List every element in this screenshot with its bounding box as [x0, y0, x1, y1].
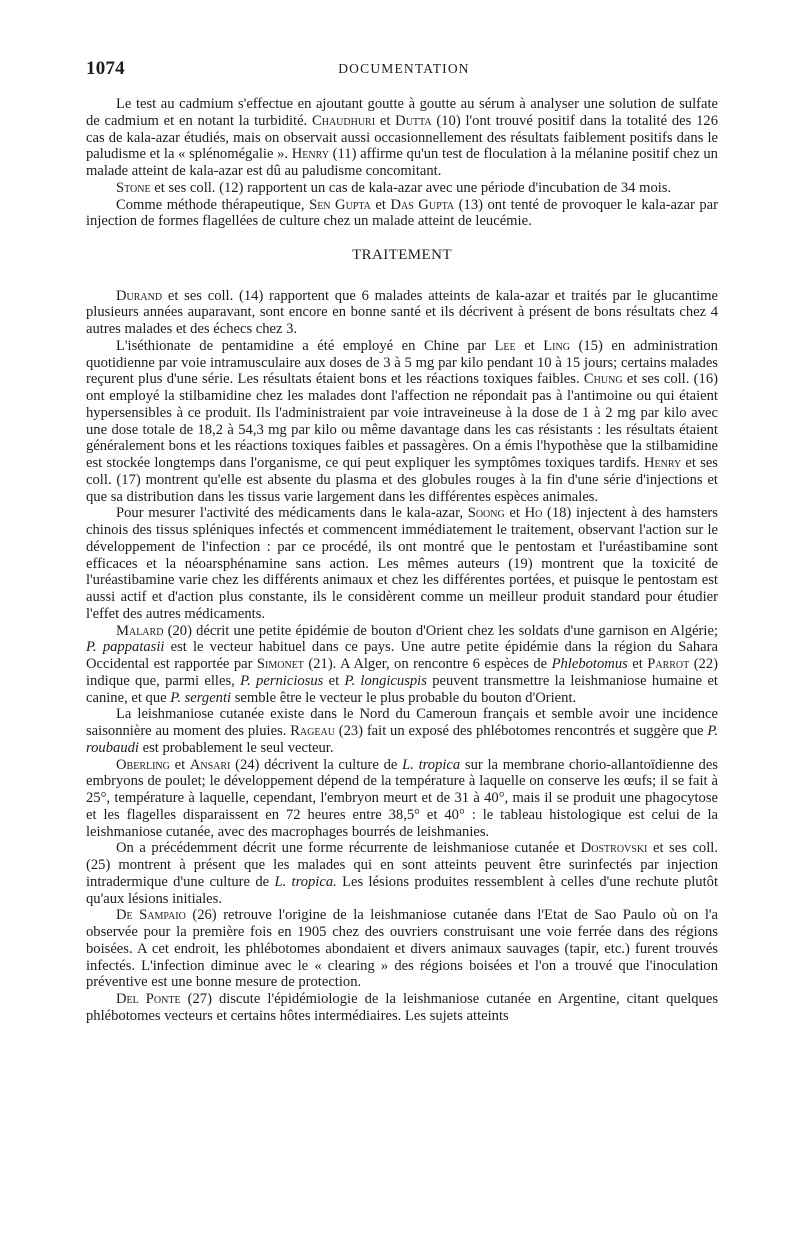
text-run: (27) discute l'épidémiologie de la leishmaniose cutanée en Argentine, citant quelques phlébotomes vecteurs et certains hôtes intermédiaires. Les sujets atteints	[86, 991, 719, 1024]
author-name: Ling	[543, 337, 570, 354]
author-name: Chaudhuri	[311, 112, 376, 129]
species-name: Phlebotomus	[551, 656, 628, 672]
author-name: Ho	[524, 505, 543, 522]
author-name: Henry	[643, 455, 682, 471]
author-name: Das Gupta	[390, 196, 455, 213]
author-name: Malard	[116, 622, 164, 639]
species-name: P. longicuspis	[344, 672, 427, 689]
text-run: (23) fait un exposé des phlébotomes rencontrés et suggère que	[334, 723, 708, 739]
author-name: De Sampaio	[116, 907, 186, 924]
author-name: Del Ponte	[116, 991, 181, 1007]
paragraph-2	[86, 180, 718, 197]
text-run: et ses coll. (16) ont employé la stilbamidine chez les malades dont l'affection ne répondait pas à l'antimoine ou qui étaient hypersensibles à ce produit. Ils l'administraient par voie intraveineuse à la dose de 1 à 2 mg par kilo avec une dose totale de 18,2 à 54,3 mg par kilo ou même davantage dans les cas résistants : les résultats étaient généralement bons et les réactions toxiques faibles et passagères. On a émis l'hypothèse que la stilbamidine est stockée longtemps dans l'organisme, ce qui peut expliquer les symptômes toxiques tardifs.	[86, 371, 718, 471]
text-run: et	[504, 505, 525, 522]
text-run: (18) injectent à des hamsters chinois des tissus spléniques infectés et commencent immédiatement le traitement, observant l'action sur le développement de l'infection : par ce procédé, ils ont montré que le pentostam et l'uréastibamine sont efficaces et la néoarsphénamine sans action. Les mêmes auteurs (19) montrent que la toxicité de l'uréastibamine varie chez les différents animaux et chez les différentes portées, et puisque le pentostam est aussi actif et d'action plus constante, ils le considèrent comme un meilleur produit standard pour étudier l'effet des autres médicaments.	[86, 505, 718, 622]
text-run: Pour mesurer l'activité des médicaments dans le kala-azar,	[116, 505, 468, 522]
text-run: (15) en administration quotidienne par voie intramusculaire aux doses de 3 à 5 mg par kilo pendant 10 à 15 jours; certains malades reçurent plus d'une série. Les résultats étaient bons et les réactions toxiques faibles.	[86, 337, 718, 388]
text-run: On a précédemment décrit une forme récurrente de leishmaniose cutanée et	[116, 840, 581, 857]
author-name: Parrot	[647, 656, 690, 672]
text-run: (10) l'ont trouvé positif dans la totalité des 126 cas de kala-azar étudiés, mais on observait aussi occasionnellement des résultats faiblement positifs dans le paludisme et la « splénomégalie ».	[86, 112, 719, 163]
text-run: (11) affirme qu'un test de floculation à la mélanine positif chez un malade atteint de kala-azar est dû au paludisme concomitant.	[86, 146, 718, 179]
text-run: et	[323, 672, 345, 689]
text-run: est probablement le seul vecteur.	[138, 739, 334, 756]
page-number: 1074	[86, 58, 125, 79]
paragraph-6	[86, 505, 718, 622]
text-run: (20) décrit une petite épidémie de bouton d'Orient chez les soldats d'une garnison en Algérie;	[163, 622, 718, 639]
paragraph-7	[86, 623, 718, 707]
page-header	[86, 58, 722, 82]
species-name: P. pappatasii	[86, 639, 165, 656]
author-name: Chung	[583, 371, 623, 388]
paragraph-4	[86, 288, 718, 338]
text-run: et	[169, 756, 190, 773]
paragraph-5	[86, 338, 718, 506]
text-run: (26) retrouve l'origine de la leishmaniose cutanée dans l'Etat de Sao Paulo où on l'a observée pour la première fois en 1905 chez des ouvriers construisant une voie ferrée dans des régions boisées. A cet endroit, les phlébotomes abondaient et divers animaux sauvages (tapir, etc.) furent trouvés infectés. L'infection diminue avec le « clearing » des régions boisées et l'on a trouvé que l'inoculation préventive est une bonne mesure de protection.	[86, 907, 718, 991]
paragraph-9	[86, 757, 718, 841]
paragraph-8	[86, 706, 718, 756]
text-run: L'iséthionate de pentamidine a été employé en Chine par	[116, 337, 495, 354]
text-run: et ses coll. (25) montrent à présent que les malades qui en sont atteints peuvent être surinfectés par injection intradermique d'une culture de	[86, 840, 718, 890]
text-run: et ses coll. (17) montrent qu'elle est absente du plasma et des globules rouges à la fin d'une série d'injections et que sa distribution dans les tissus varie largement dans les différentes espèces animales.	[86, 455, 718, 505]
text-run: et	[375, 112, 396, 129]
author-name: Ansari	[189, 756, 231, 773]
author-name: Dostrovski	[580, 840, 648, 857]
author-name: Rageau	[290, 723, 335, 739]
text-run: Le test au cadmium s'effectue en ajoutant goutte à goutte au sérum à analyser une solution de sulfate de cadmium et en notant la turbidité.	[86, 96, 718, 129]
author-name: Lee	[494, 337, 516, 354]
text-run: et ses coll. (14) rapportent que 6 malades atteints de kala-azar et traités par le glucantime plusieurs années auparavant, sont encore en bonne santé et ils décrivent à présent de bons résultats chez 4 autres malades et des échecs chez 3.	[86, 287, 718, 337]
text-run: (13) ont tenté de provoquer le kala-azar par injection de formes flagellées de culture chez un malade atteint de leucémie.	[86, 196, 718, 230]
section-title: TRAITEMENT	[352, 246, 452, 263]
text-run: est le vecteur habituel dans ce pays. Une autre petite épidémie dans la région du Sahara Occidental est rapportée par	[86, 639, 718, 672]
text-run: (21). A Alger, on rencontre 6 espèces de	[303, 656, 552, 672]
running-head: DOCUMENTATION	[338, 61, 470, 76]
paragraph-10	[86, 840, 718, 907]
author-name: Sen Gupta	[309, 196, 371, 213]
author-name: Oberling	[116, 756, 170, 773]
text-run: sur la membrane chorio-allantoïdienne des embryons de poulet; le développement dépend de la température à laquelle on conserve les œufs; il se fait à 25°, température à laquelle, cependant, l'embryon meurt et de 31 à 40°, mais il se produit une phagocytose et les flagelles disparaissent en 72 heures entre 38,5° et 40° : le tableau histologique est celui de la leishmaniose cutanée, avec des macrophages bourrés de leishmanies.	[86, 756, 718, 840]
author-name: Durand	[116, 287, 163, 304]
text-run: Les lésions produites ressemblent à celles d'une rechute plutôt qu'aux lésions initiales.	[86, 873, 718, 907]
author-name: Dutta	[395, 112, 432, 129]
species-name: P. sergenti	[170, 689, 232, 706]
text-run: (24) décrivent la culture de	[230, 756, 403, 773]
species-name: P. roubaudi	[86, 723, 718, 756]
text-run: et ses coll. (12) rapportent un cas de kala-azar avec une période d'incubation de 34 mois.	[150, 179, 672, 196]
species-name: L. tropica	[402, 756, 461, 773]
text-run: et	[515, 337, 544, 354]
paragraph-11	[86, 907, 718, 991]
body-text	[86, 96, 718, 1025]
author-name: Simonet	[256, 656, 304, 672]
paragraph-3	[86, 197, 718, 231]
author-name: Henry	[291, 146, 329, 163]
species-name: P. perniciosus	[240, 672, 324, 689]
species-name: L. tropica.	[274, 873, 337, 890]
paragraph-12	[86, 991, 718, 1025]
text-run: et	[370, 196, 391, 213]
paragraph-1	[86, 96, 718, 180]
text-run: semble être le vecteur le plus probable du bouton d'Orient.	[231, 689, 577, 706]
text-run: Comme méthode thérapeutique,	[116, 196, 310, 213]
text-run: (22) indique que, parmi elles,	[86, 656, 719, 689]
text-run: et	[627, 656, 648, 672]
author-name: Stone	[116, 179, 151, 196]
text-run: peuvent transmettre la leishmaniose humaine et canine, et que	[86, 672, 718, 706]
text-run: La leishmaniose cutanée existe dans le Nord du Cameroun français et semble avoir une incidence saisonnière au moment des pluies.	[86, 706, 718, 739]
author-name: Soong	[467, 505, 505, 522]
